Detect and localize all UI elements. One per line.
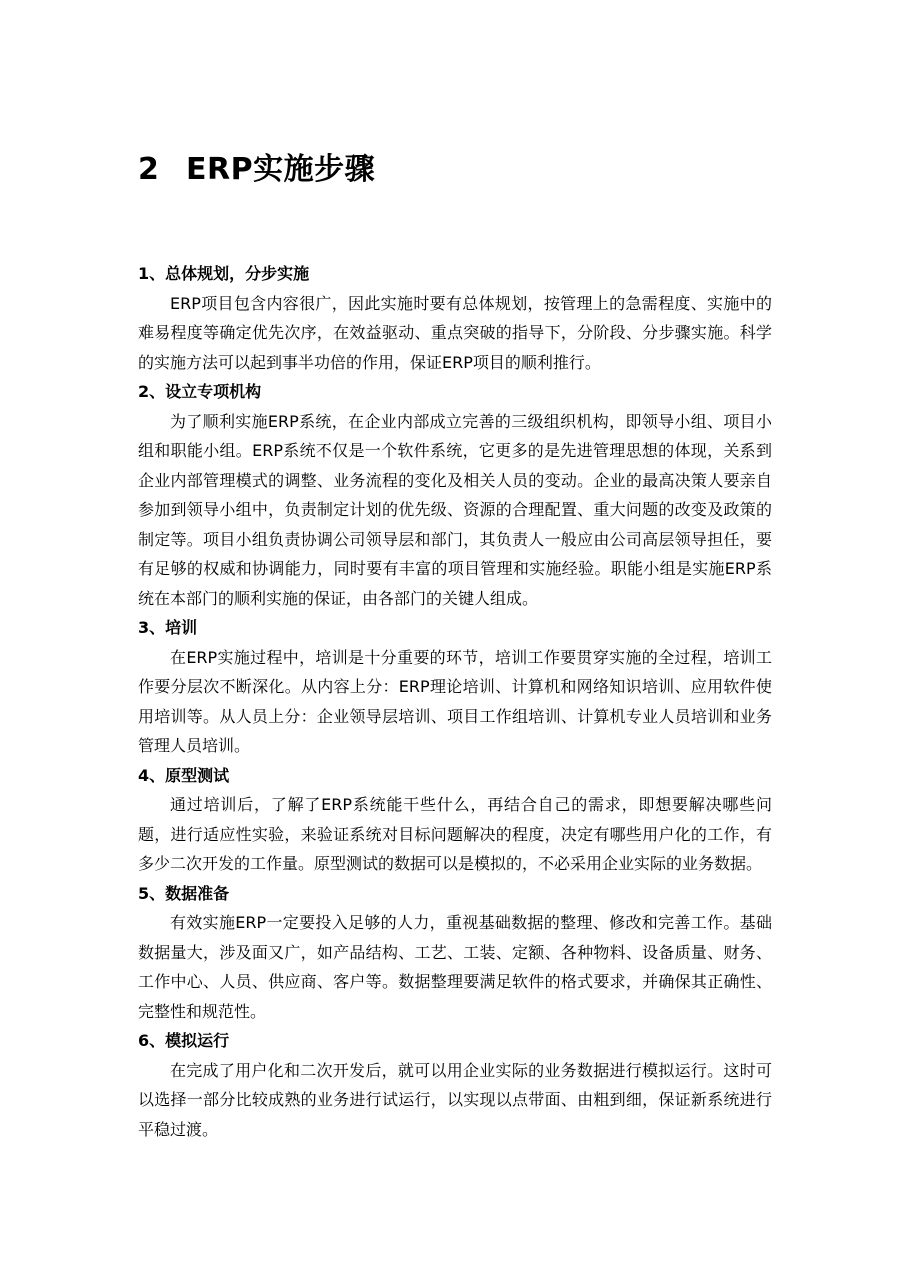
- section-heading: 1、总体规划，分步实施: [138, 264, 310, 283]
- section-paragraph: 在ERP实施过程中，培训是十分重要的环节，培训工作要贯穿实施的全过程，培训工作要分层次不断深化。从内容上分：ERP理论培训、计算机和网络知识培训、应用软件使用培训等。从人员上分：企业领导层培训、项目工作组培训、计算机专业人员培训和业务管理人员培训。: [138, 647, 772, 755]
- section: [138, 761, 772, 879]
- chapter-number: 2: [138, 152, 160, 187]
- section-heading: 3、培训: [138, 618, 198, 637]
- section: [138, 879, 772, 1027]
- section: [138, 259, 772, 377]
- section-heading: 4、原型测试: [138, 765, 230, 785]
- section: [138, 377, 772, 613]
- section-heading: 2、设立专项机构: [138, 382, 262, 401]
- section-paragraph: ERP项目包含内容很广，因此实施时要有总体规划，按管理上的急需程度、实施中的难易程度等确定优先次序，在效益驱动、重点突破的指导下，分阶段、分步骤实施。科学的实施方法可以起到事半功倍的作用，保证ERP项目的顺利推行。: [138, 293, 772, 372]
- section-heading: 5、数据准备: [138, 883, 230, 903]
- section-paragraph: 在完成了用户化和二次开发后，就可以用企业实际的业务数据进行模拟运行。这时可以选择一部分比较成熟的业务进行试运行，以实现以点带面、由粗到细，保证新系统进行平稳过渡。: [138, 1060, 772, 1139]
- chapter-title-text: ERP实施步骤: [186, 152, 376, 187]
- document-body: [138, 259, 772, 1144]
- section-paragraph: 通过培训后，了解了ERP系统能干些什么，再结合自己的需求，即想要解决哪些问题，进行适应性实验，来验证系统对目标问题解决的程度，决定有哪些用户化的工作，有多少二次开发的工作量。原型测试的数据可以是模拟的，不必采用企业实际的业务数据。: [138, 795, 772, 873]
- section-paragraph: 为了顺利实施ERP系统，在企业内部成立完善的三级组织机构，即领导小组、项目小组和职能小组。ERP系统不仅是一个软件系统，它更多的是先进管理思想的体现，关系到企业内部管理模式的调整、业务流程的变化及相关人员的变动。企业的最高决策人要亲自参加到领导小组中，负责制定计划的优先级、资源的合理配置、重大问题的改变及政策的制定等。项目小组负责协调公司领导层和部门，其负责人一般应由公司高层领导担任，要有足够的权威和协调能力，同时要有丰富的项目管理和实施经验。职能小组是实施ERP系统在本部门的顺利实施的保证，由各部门的关键人组成。: [138, 411, 772, 608]
- section-heading: 6、模拟运行: [138, 1031, 230, 1050]
- section: [138, 613, 772, 761]
- page-title: [138, 146, 375, 194]
- section-paragraph: 有效实施ERP一定要投入足够的人力，重视基础数据的整理、修改和完善工作。基础数据量大，涉及面又广，如产品结构、工艺、工装、定额、各种物料、设备质量、财务、工作中心、人员、供应商、客户等。数据整理要满足软件的格式要求，并确保其正确性、完整性和规范性。: [138, 913, 772, 1021]
- section: [138, 1026, 772, 1144]
